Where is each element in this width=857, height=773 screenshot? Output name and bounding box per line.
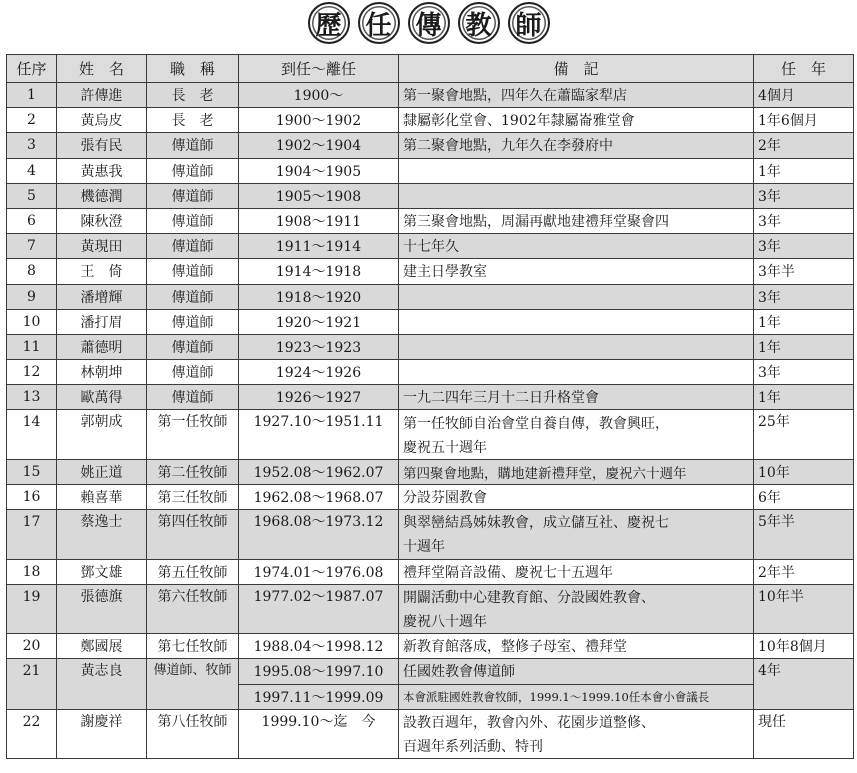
row-note: 與翠巒結爲姊妹教會，成立儲互社、慶祝七 (399, 510, 754, 535)
row-period: 1905～1908 (239, 183, 399, 208)
table-row (7, 385, 854, 410)
table-row (7, 410, 854, 435)
row-note: 第三聚會地點，周漏再獻地建禮拜堂聚會四 (399, 208, 754, 233)
row-role: 第七任牧師 (147, 634, 239, 659)
row-role: 第二任牧師 (147, 459, 239, 484)
row-name: 王 倚 (57, 259, 147, 284)
row-years: 10年 (754, 459, 854, 484)
table-row (7, 183, 854, 208)
table-row (7, 459, 854, 484)
row-period: 1927.10～1951.11 (239, 410, 399, 459)
row-years: 2年半 (754, 559, 854, 584)
row-period: 1962.08～1968.07 (239, 485, 399, 510)
row-role: 傳道師 (147, 158, 239, 183)
row-period: 1920～1921 (239, 309, 399, 334)
table-row (7, 108, 854, 133)
row-role: 傳道師 (147, 385, 239, 410)
row-role: 傳道師 (147, 334, 239, 359)
table-row (7, 208, 854, 233)
row-note: 開闢活動中心建教育館、分設國姓教會、 (399, 584, 754, 609)
row-no: 19 (7, 584, 57, 633)
header-no: 任序 (7, 55, 57, 83)
row-period: 1924～1926 (239, 360, 399, 385)
row-role: 第六任牧師 (147, 584, 239, 633)
row-period: 1968.08～1973.12 (239, 510, 399, 559)
row-name: 謝慶祥 (57, 709, 147, 758)
row-no: 8 (7, 259, 57, 284)
row-period: 1995.08～1997.10 (239, 659, 399, 684)
row-years: 2年 (754, 133, 854, 158)
row-no: 20 (7, 634, 57, 659)
row-no: 1 (7, 83, 57, 108)
table-row (7, 709, 854, 734)
row-no: 12 (7, 360, 57, 385)
table-row (7, 510, 854, 535)
row-role: 傳道師 (147, 309, 239, 334)
row-no: 15 (7, 459, 57, 484)
row-period: 1918～1920 (239, 284, 399, 309)
row-years: 25年 (754, 410, 854, 459)
row-years: 4個月 (754, 83, 854, 108)
row-name: 林朝坤 (57, 360, 147, 385)
row-role: 傳道師 (147, 259, 239, 284)
row-no: 13 (7, 385, 57, 410)
row-name: 黃志良 (57, 659, 147, 709)
row-note: 隸屬彰化堂會、1902年隸屬崙雅堂會 (399, 108, 754, 133)
title-char: 師 (508, 2, 550, 44)
row-note: 禮拜堂隔音設備、慶祝七十五週年 (399, 559, 754, 584)
header-period: 到任～離任 (239, 55, 399, 83)
table-row (7, 133, 854, 158)
row-years: 3年 (754, 208, 854, 233)
row-name: 黃烏皮 (57, 108, 147, 133)
row-period: 1900～1902 (239, 108, 399, 133)
row-years: 3年 (754, 183, 854, 208)
row-note: 十週年 (399, 534, 754, 559)
row-note: 本會派駐國姓教會牧師，1999.1～1999.10任本會小會議長 (399, 684, 754, 709)
row-name: 機德潤 (57, 183, 147, 208)
row-name: 郭朝成 (57, 410, 147, 459)
row-period: 1904～1905 (239, 158, 399, 183)
header-name: 姓 名 (57, 55, 147, 83)
row-years: 3年半 (754, 259, 854, 284)
row-note (399, 284, 754, 309)
row-name: 歐萬得 (57, 385, 147, 410)
row-note: 百週年系列活動、特刊 (399, 734, 754, 759)
header-years: 任 年 (754, 55, 854, 83)
row-years: 10年8個月 (754, 634, 854, 659)
row-note: 新教育館落成，整修子母室、禮拜堂 (399, 634, 754, 659)
title-char: 任 (358, 2, 400, 44)
table-row (7, 284, 854, 309)
row-no: 3 (7, 133, 57, 158)
row-no: 9 (7, 284, 57, 309)
row-period: 1997.11～1999.09 (239, 684, 399, 709)
row-no: 6 (7, 208, 57, 233)
row-period: 1999.10～迄 今 (239, 709, 399, 758)
table-row (7, 559, 854, 584)
table-row (7, 259, 854, 284)
row-note: 任國姓教會傳道師 (399, 659, 754, 684)
row-period: 1923～1923 (239, 334, 399, 359)
row-role: 第四任牧師 (147, 510, 239, 559)
row-role: 第八任牧師 (147, 709, 239, 758)
row-years: 3年 (754, 234, 854, 259)
row-name: 鄧文雄 (57, 559, 147, 584)
row-role: 傳道師 (147, 284, 239, 309)
row-role: 長 老 (147, 108, 239, 133)
row-role: 第五任牧師 (147, 559, 239, 584)
row-no: 18 (7, 559, 57, 584)
row-name: 黃現田 (57, 234, 147, 259)
row-note (399, 158, 754, 183)
row-years: 1年6個月 (754, 108, 854, 133)
row-note (399, 360, 754, 385)
row-note: 第二聚會地點，九年久在李發府中 (399, 133, 754, 158)
row-note (399, 309, 754, 334)
row-name: 陳秋澄 (57, 208, 147, 233)
table-row (7, 659, 854, 684)
row-note: 一九二四年三月十二日升格堂會 (399, 385, 754, 410)
row-years: 現任 (754, 709, 854, 758)
row-no: 16 (7, 485, 57, 510)
row-name: 姚正道 (57, 459, 147, 484)
row-name: 賴喜華 (57, 485, 147, 510)
header-note: 備 記 (399, 55, 754, 83)
row-role: 長 老 (147, 83, 239, 108)
pastor-history-table (6, 54, 854, 759)
row-note: 分設芬園教會 (399, 485, 754, 510)
row-note: 慶祝五十週年 (399, 435, 754, 460)
row-years: 3年 (754, 360, 854, 385)
row-name: 蔡逸士 (57, 510, 147, 559)
row-period: 1988.04～1998.12 (239, 634, 399, 659)
row-name: 黃惠我 (57, 158, 147, 183)
row-period: 1914～1918 (239, 259, 399, 284)
row-no: 4 (7, 158, 57, 183)
row-role: 傳道師 (147, 183, 239, 208)
row-years: 1年 (754, 309, 854, 334)
row-role: 傳道師 (147, 234, 239, 259)
table-row (7, 83, 854, 108)
row-note: 設教百週年，教會內外、花園步道整修、 (399, 709, 754, 734)
table-row (7, 234, 854, 259)
table-row (7, 334, 854, 359)
table-row (7, 584, 854, 609)
table-row (7, 309, 854, 334)
row-name: 鄭國展 (57, 634, 147, 659)
row-years: 10年半 (754, 584, 854, 633)
row-role: 傳道師 (147, 133, 239, 158)
row-period: 1908～1911 (239, 208, 399, 233)
table-row (7, 360, 854, 385)
row-no: 21 (7, 659, 57, 709)
row-years: 6年 (754, 485, 854, 510)
row-role: 第一任牧師 (147, 410, 239, 459)
row-note: 第一聚會地點，四年久在蕭臨家犁店 (399, 83, 754, 108)
row-note: 慶祝八十週年 (399, 609, 754, 634)
row-no: 7 (7, 234, 57, 259)
row-role: 傳道師、牧師 (147, 659, 239, 709)
title-char: 傳 (408, 2, 450, 44)
header-role: 職 稱 (147, 55, 239, 83)
table-row (7, 485, 854, 510)
row-note: 第一任牧師自治會堂自養自傳，教會興旺， (399, 410, 754, 435)
row-note: 十七年久 (399, 234, 754, 259)
table-row (7, 634, 854, 659)
page-title (0, 2, 857, 50)
row-years: 4年 (754, 659, 854, 709)
row-period: 1900～ (239, 83, 399, 108)
row-years: 5年半 (754, 510, 854, 559)
row-name: 潘增輝 (57, 284, 147, 309)
row-years: 1年 (754, 334, 854, 359)
table-header-row (7, 55, 854, 83)
row-no: 5 (7, 183, 57, 208)
row-note (399, 183, 754, 208)
row-years: 3年 (754, 284, 854, 309)
row-name: 蕭德明 (57, 334, 147, 359)
row-period: 1926～1927 (239, 385, 399, 410)
row-note: 第四聚會地點，購地建新禮拜堂，慶祝六十週年 (399, 459, 754, 484)
row-period: 1952.08～1962.07 (239, 459, 399, 484)
title-char: 教 (458, 2, 500, 44)
row-name: 潘打眉 (57, 309, 147, 334)
row-no: 10 (7, 309, 57, 334)
row-years: 1年 (754, 385, 854, 410)
row-period: 1974.01～1976.08 (239, 559, 399, 584)
row-no: 14 (7, 410, 57, 459)
row-role: 第三任牧師 (147, 485, 239, 510)
row-period: 1911～1914 (239, 234, 399, 259)
row-no: 11 (7, 334, 57, 359)
row-name: 許傳進 (57, 83, 147, 108)
title-char: 歷 (308, 2, 350, 44)
row-no: 17 (7, 510, 57, 559)
row-no: 2 (7, 108, 57, 133)
row-no: 22 (7, 709, 57, 758)
row-period: 1902～1904 (239, 133, 399, 158)
row-role: 傳道師 (147, 208, 239, 233)
row-years: 1年 (754, 158, 854, 183)
row-name: 張有民 (57, 133, 147, 158)
row-note: 建主日學教室 (399, 259, 754, 284)
row-note (399, 334, 754, 359)
row-role: 傳道師 (147, 360, 239, 385)
table-row (7, 158, 854, 183)
row-name: 張德旗 (57, 584, 147, 633)
row-period: 1977.02～1987.07 (239, 584, 399, 633)
